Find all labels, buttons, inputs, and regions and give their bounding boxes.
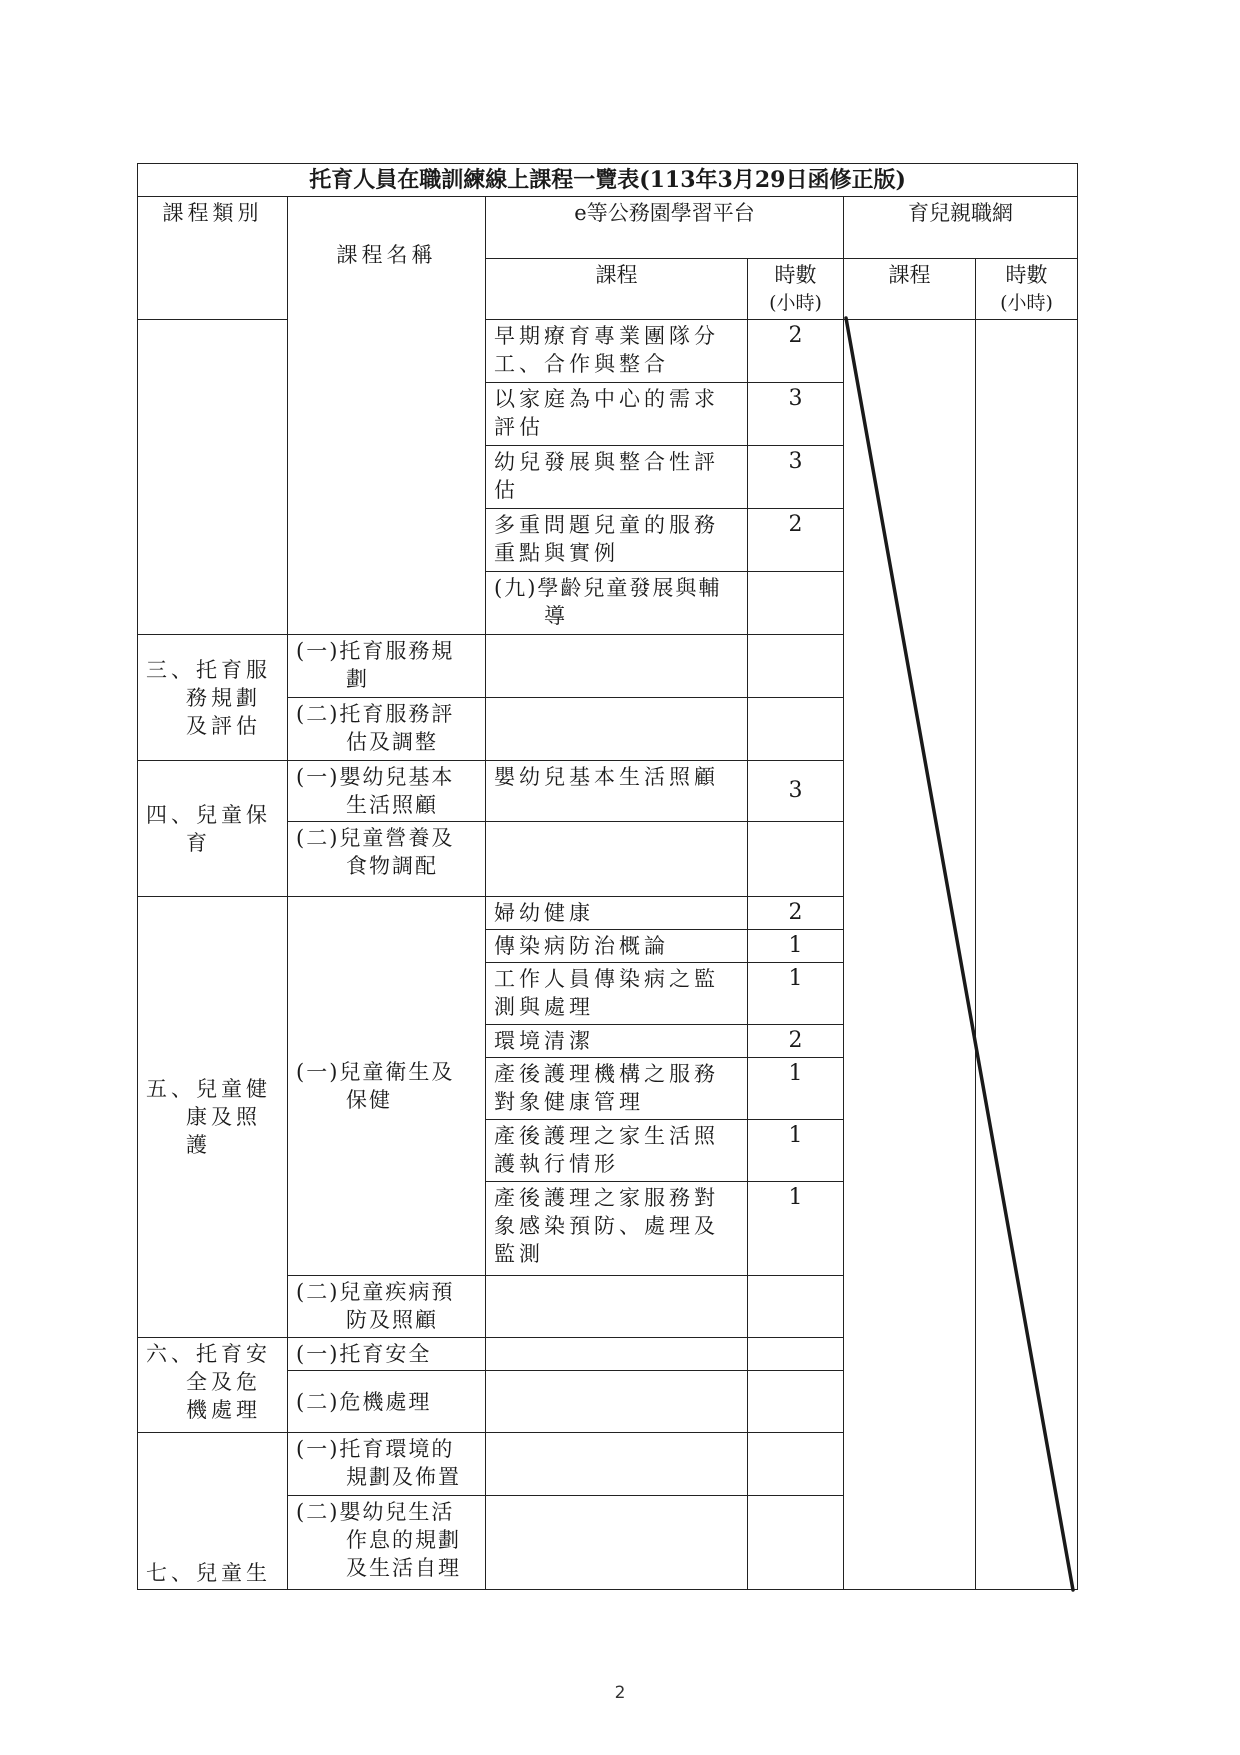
hours-cell: 1 [748, 1120, 844, 1182]
hours-cell [748, 698, 844, 761]
course-name-cell: (二)兒童營養及食物調配 [288, 822, 486, 897]
course-name-cell: (二)危機處理 [288, 1371, 486, 1433]
course-cell [748, 572, 844, 635]
course-cell: 產後護理之家生活照護執行情形 [486, 1120, 748, 1182]
header-course-name: 課程名稱 [288, 197, 486, 635]
course-cell [486, 822, 748, 897]
hours-cell: 1 [748, 1182, 844, 1276]
category-cell: 三、托育服務規劃及評估 [138, 635, 288, 761]
hours-cell [748, 1496, 844, 1590]
course-cell [486, 635, 748, 698]
hours-cell: 1 [748, 930, 844, 963]
header-hours-2: 時數 (小時) [976, 259, 1078, 320]
hours-cell [748, 822, 844, 897]
course-cell [486, 1433, 748, 1496]
hours-cell: 1 [748, 1058, 844, 1120]
page-number: 2 [614, 1683, 626, 1703]
course-cell [486, 1276, 748, 1338]
hours-cell [748, 1338, 844, 1371]
header-platform-parenting: 育兒親職網 [844, 197, 1078, 259]
course-table [137, 163, 1078, 1590]
course-cell: 產後護理機構之服務對象健康管理 [486, 1058, 748, 1120]
parenting-course-column [844, 320, 976, 1590]
course-cell: 環境清潔 [486, 1025, 748, 1058]
course-cell: 多重問題兒童的服務重點與實例 [486, 509, 748, 572]
hours-cell [748, 1371, 844, 1433]
table-title: 托育人員在職訓練線上課程一覽表(113年3月29日函修正版) [138, 164, 1078, 197]
course-cell: 幼兒發展與整合性評估 [486, 446, 748, 509]
hours-cell: 3 [748, 761, 844, 822]
course-cell: 早期療育專業團隊分工、合作與整合 [486, 320, 748, 383]
category-cell: 七、兒童生 [138, 1433, 288, 1590]
hours-cell [748, 1433, 844, 1496]
category-cell: 四、兒童保育 [138, 761, 288, 897]
course-cell: 以家庭為中心的需求評估 [486, 383, 748, 446]
hours-cell: 2 [748, 1025, 844, 1058]
course-cell [486, 1371, 748, 1433]
course-cell [486, 698, 748, 761]
course-cell: 婦幼健康 [486, 897, 748, 930]
header-platform-egov: e等公務園學習平台 [486, 197, 844, 259]
header-hours-1: 時數 (小時) [748, 259, 844, 320]
category-cell: 五、兒童健康及照護 [138, 897, 288, 1338]
header-course-2: 課程 [844, 259, 976, 320]
hours-cell [748, 1276, 844, 1338]
course-cell: 工作人員傳染病之監測與處理 [486, 963, 748, 1025]
hours-cell: 2 [748, 509, 844, 572]
hours-cell: 3 [748, 446, 844, 509]
course-cell: 產後護理之家服務對象感染預防、處理及監測 [486, 1182, 748, 1276]
hours-cell: 3 [748, 383, 844, 446]
header-course-1: 課程 [486, 259, 748, 320]
header-category: 課程類別 [138, 197, 288, 320]
course-name-cell: (一)嬰幼兒基本生活照顧 [288, 761, 486, 822]
parenting-hours-column [976, 320, 1078, 1590]
course-cell: 傳染病防治概論 [486, 930, 748, 963]
course-name-cell: (一)兒童衛生及保健 [288, 897, 486, 1276]
course-name-cell: (二)兒童疾病預防及照顧 [288, 1276, 486, 1338]
category-cell: 六、托育安全及危機處理 [138, 1338, 288, 1433]
course-name-cell: (一)托育安全 [288, 1338, 486, 1371]
course-name-cell: (二)托育服務評估及調整 [288, 698, 486, 761]
course-name-cell: (一)托育服務規劃 [288, 635, 486, 698]
course-name-cell: (一)托育環境的規劃及佈置 [288, 1433, 486, 1496]
hours-cell: 2 [748, 320, 844, 383]
category-cell-continued [138, 320, 288, 635]
course-cell: 嬰幼兒基本生活照顧 [486, 761, 748, 822]
course-cell [486, 1496, 748, 1590]
course-name-cell: (九)學齡兒童發展與輔導 [486, 572, 748, 635]
hours-cell: 2 [748, 897, 844, 930]
hours-cell [748, 635, 844, 698]
course-cell [486, 1338, 748, 1371]
hours-cell: 1 [748, 963, 844, 1025]
course-name-cell: (二)嬰幼兒生活作息的規劃及生活自理 [288, 1496, 486, 1590]
